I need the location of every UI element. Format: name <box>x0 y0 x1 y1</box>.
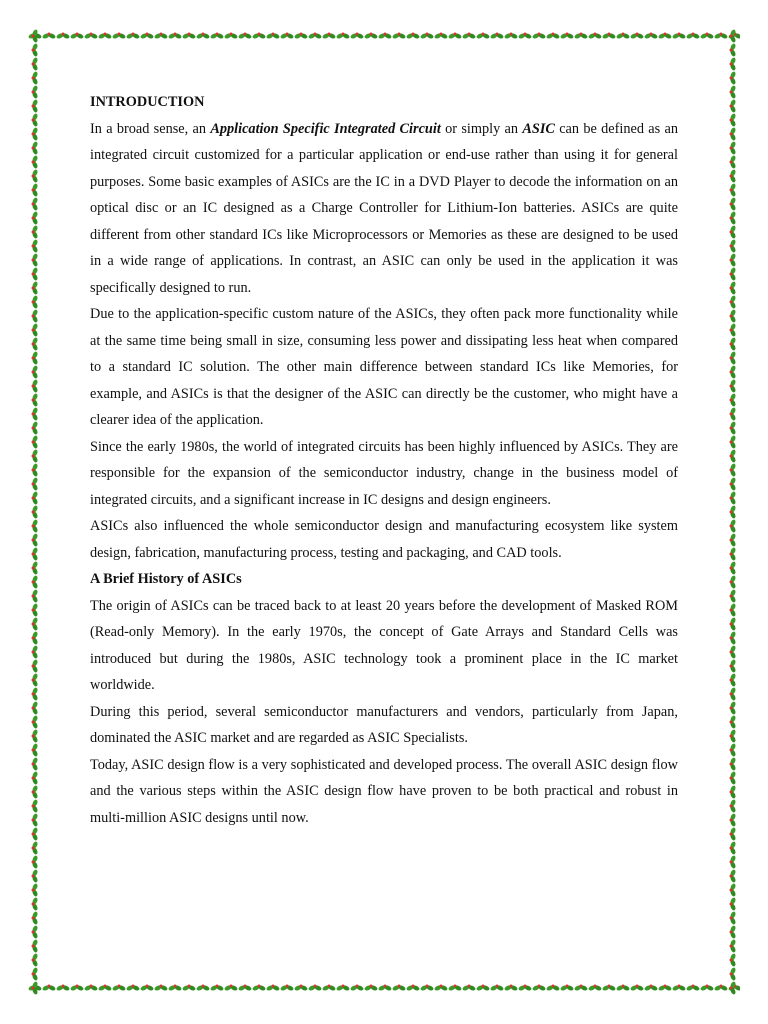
document-body <box>90 89 678 831</box>
history-paragraph-2: During this period, several semiconductor manufacturers and vendors, particularly from Japan, dominated the ASIC market and are regarded as ASIC Specialists. <box>90 703 678 746</box>
holly-border-right-icon <box>726 29 740 995</box>
page-border-bottom <box>28 981 740 995</box>
term-asic-full: Application Specific Integrated Circuit <box>210 120 441 137</box>
intro-paragraph-4: ASICs also influenced the whole semiconductor design and manufacturing ecosystem like system design, fabrication, manufacturing process, testing and packaging, and CAD tools. <box>90 518 678 561</box>
intro-p1-text-c: can be defined as an integrated circuit customized for a particular application or end-use rather than using it for general purposes. Some basic examples of ASICs are the IC in a DVD Player to decode the information on an optical disc or an IC designed as a Charge Controller for Lithium-Ion batteries. ASICs are quite different from other standard ICs like Microprocessors or Memories as these are designed to be used in a wide range of applications. In contrast, an ASIC can only be used in the application it was specifically designed to run. <box>90 120 678 296</box>
history-paragraph-3: Today, ASIC design flow is a very sophisticated and developed process. The overall ASIC design flow and the various steps within the ASIC design flow have proven to be both practical and robust in multi-million ASIC designs until now. <box>90 756 678 826</box>
page-border-left <box>28 29 42 995</box>
intro-paragraph-2: Due to the application-specific custom nature of the ASICs, they often pack more functionality while at the same time being small in size, consuming less power and dissipating less heat when compared to a standard IC solution. The other main difference between standard ICs like Memories, for example, and ASICs is that the designer of the ASIC can directly be the customer, who might have a clearer idea of the application. <box>90 306 678 428</box>
intro-paragraph-3: Since the early 1980s, the world of integrated circuits has been highly influenced by ASICs. They are responsible for the expansion of the semiconductor industry, change in the business model of integrated circuits, and a significant increase in IC designs and design engineers. <box>90 438 678 508</box>
page-border-top <box>28 29 740 43</box>
intro-p1-text-a: In a broad sense, an <box>90 120 211 137</box>
holly-border-top-icon <box>28 29 740 43</box>
history-heading: A Brief History of ASICs <box>90 571 242 587</box>
intro-paragraph-1 <box>90 116 678 302</box>
history-paragraph-1: The origin of ASICs can be traced back to at least 20 years before the development of Masked ROM (Read-only Memory). In the early 1970s, the concept of Gate Arrays and Standard Cells was introduced but during the 1980s, ASIC technology took a prominent place in the IC market worldwide. <box>90 597 678 693</box>
intro-p1-text-b: or simply an <box>440 120 523 137</box>
holly-border-left-icon <box>28 29 42 995</box>
term-asic-abbrev: ASIC <box>522 120 555 137</box>
intro-heading: INTRODUCTION <box>90 94 205 110</box>
page-border-right <box>726 29 740 995</box>
holly-border-bottom-icon <box>28 981 740 995</box>
